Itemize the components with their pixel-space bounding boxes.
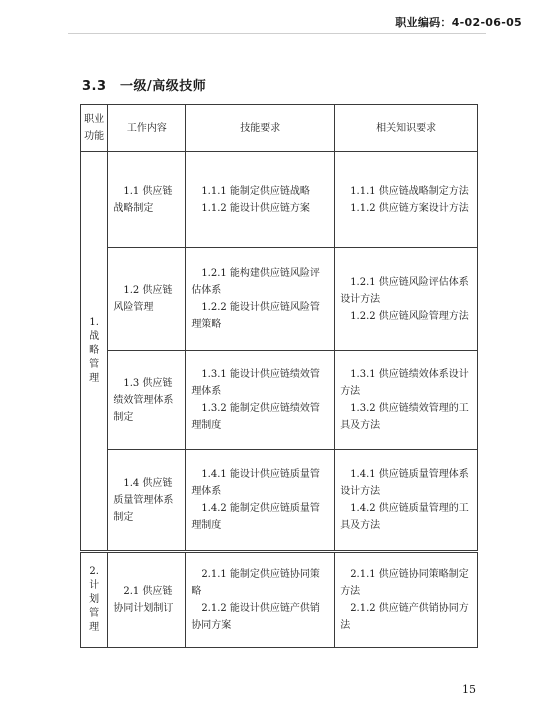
header-knowledge-requirements: 相关知识要求 (335, 105, 478, 152)
knowledge-cell: 1.4.1 供应链质量管理体系设计方法 1.4.2 供应链质量管理的工具及方法 (335, 450, 478, 552)
header-work-content: 工作内容 (108, 105, 186, 152)
work-content-cell: 2.1 供应链协同计划制订 (108, 552, 186, 648)
skill-cell: 2.1.1 能制定供应链协同策略 2.1.2 能设计供应链产供销协同方案 (186, 552, 335, 648)
function-cell-strategy: 1. 战 略 管 理 (81, 152, 108, 552)
table-row (81, 351, 478, 450)
knowledge-cell: 1.2.1 供应链风险评估体系设计方法 1.2.2 供应链风险管理方法 (335, 248, 478, 351)
skills-table (80, 104, 478, 648)
table-row (81, 552, 478, 648)
header-divider (68, 33, 486, 34)
work-content-cell: 1.1 供应链战略制定 (108, 152, 186, 248)
section-title: 3.3 一级/高级技师 (82, 79, 207, 94)
table-header-row (81, 105, 478, 152)
page-number: 15 (462, 683, 476, 696)
knowledge-cell: 2.1.1 供应链协同策略制定方法 2.1.2 供应链产供销协同方法 (335, 552, 478, 648)
header-skill-requirements: 技能要求 (186, 105, 335, 152)
table-row (81, 450, 478, 552)
knowledge-cell: 1.3.1 供应链绩效体系设计方法 1.3.2 供应链绩效管理的工具及方法 (335, 351, 478, 450)
skill-cell: 1.2.1 能构建供应链风险评估体系 1.2.2 能设计供应链风险管理策略 (186, 248, 335, 351)
occupation-code: 职业编码：4-02-06-05 (395, 16, 522, 29)
work-content-cell: 1.3 供应链绩效管理体系制定 (108, 351, 186, 450)
work-content-cell: 1.4 供应链质量管理体系制定 (108, 450, 186, 552)
knowledge-cell: 1.1.1 供应链战略制定方法 1.1.2 供应链方案设计方法 (335, 152, 478, 248)
skill-cell: 1.3.1 能设计供应链绩效管理体系 1.3.2 能制定供应链绩效管理制度 (186, 351, 335, 450)
skill-cell: 1.1.1 能制定供应链战略 1.1.2 能设计供应链方案 (186, 152, 335, 248)
table-row (81, 248, 478, 351)
work-content-cell: 1.2 供应链风险管理 (108, 248, 186, 351)
skill-cell: 1.4.1 能设计供应链质量管理体系 1.4.2 能制定供应链质量管理制度 (186, 450, 335, 552)
header-function: 职业 功能 (81, 105, 108, 152)
table-row (81, 152, 478, 248)
function-cell-planning: 2. 计 划 管 理 (81, 552, 108, 648)
